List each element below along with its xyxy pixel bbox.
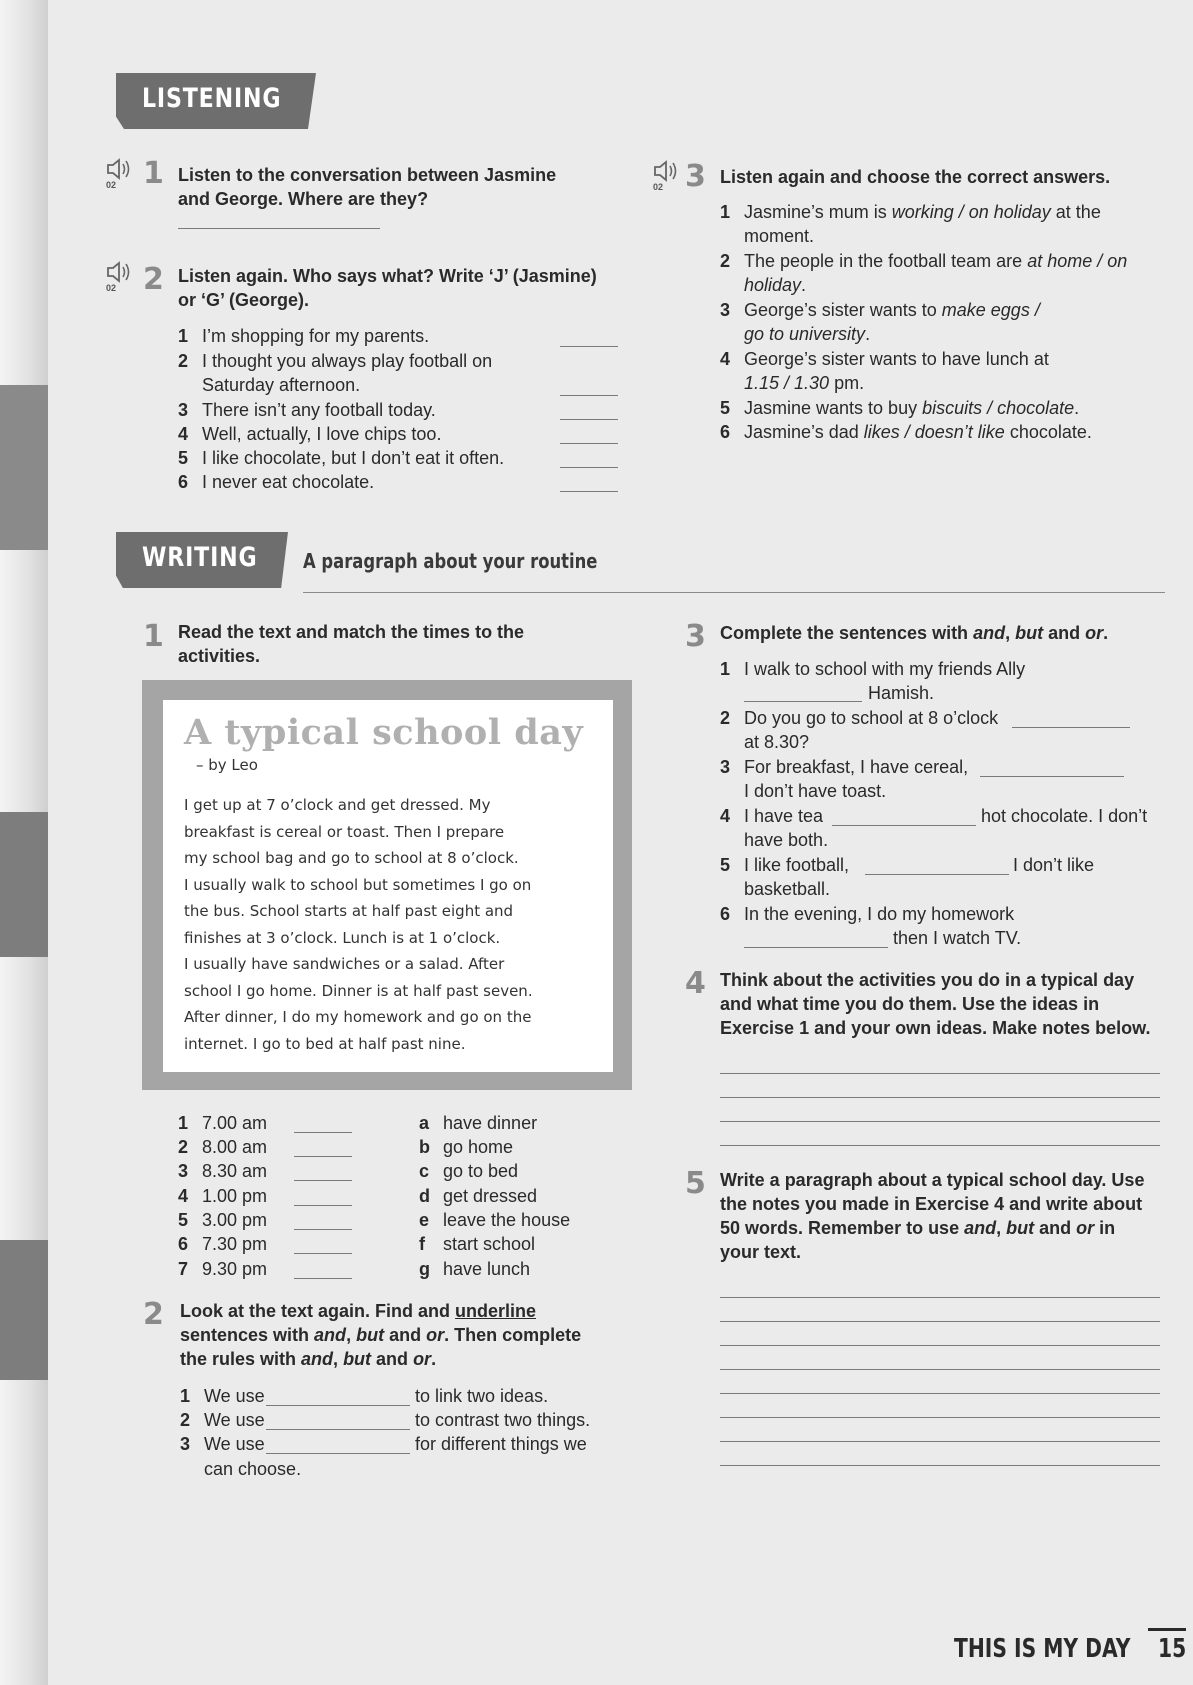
answer-line[interactable]: [865, 874, 1009, 875]
answer-line[interactable]: [294, 1278, 352, 1279]
answer-line[interactable]: [294, 1229, 352, 1230]
list-item: 2 I thought you always play football on Saturday afternoon.: [178, 351, 493, 395]
exercise-prompt: Look at the text again. Find and underline sentences with and, but and or. Then complete the rules with and, but and or.: [180, 1301, 582, 1369]
writing-banner-label: WRITING: [142, 542, 258, 573]
time-item: 7 9.30 pm: [178, 1259, 268, 1279]
activity-item: b go home: [419, 1137, 514, 1157]
list-item: 3 George’s sister wants to make eggs / go to university.: [720, 300, 1040, 344]
workbook-page: [48, 0, 1193, 1685]
spine-tab: [0, 812, 50, 957]
activity-item: e leave the house: [419, 1210, 571, 1230]
time-item: 6 7.30 pm: [178, 1234, 268, 1254]
sentence-text: I don’t like: [1013, 855, 1095, 875]
writing-line[interactable]: [720, 1345, 1160, 1346]
exercise-prompt: Read the text and match the times to the activities.: [178, 622, 525, 666]
rule-item: 3 We use: [180, 1434, 265, 1454]
exercise-number: 4: [685, 966, 706, 1001]
exercise-number: 1: [143, 619, 164, 654]
exercise-number: 2: [143, 1297, 164, 1332]
rule-text: for different things we: [415, 1434, 587, 1454]
audio-track-number: 02: [106, 283, 117, 293]
activity-item: d get dressed: [419, 1186, 538, 1206]
time-item: 1 7.00 am: [178, 1113, 268, 1133]
activity-item: c go to bed: [419, 1161, 519, 1181]
rule-text: can choose.: [204, 1459, 302, 1479]
writing-line[interactable]: [720, 1297, 1160, 1298]
exercise-number: 5: [685, 1166, 706, 1201]
time-item: 2 8.00 am: [178, 1137, 268, 1157]
answer-line[interactable]: [980, 776, 1124, 777]
reading-byline: – by Leo: [196, 756, 258, 774]
answer-line[interactable]: [744, 947, 888, 948]
answer-line[interactable]: [560, 395, 618, 396]
list-item: 2 The people in the football team are at home / on holiday.: [720, 251, 1128, 295]
exercise-prompt: Listen to the conversation between Jasmine and George. Where are they?: [178, 165, 557, 209]
sentence-text: Hamish.: [868, 683, 935, 703]
sentence-text: have both.: [744, 830, 829, 850]
time-item: 5 3.00 pm: [178, 1210, 268, 1230]
exercise-number: 3: [685, 159, 706, 194]
answer-line[interactable]: [294, 1156, 352, 1157]
writing-line[interactable]: [720, 1441, 1160, 1442]
answer-line[interactable]: [178, 228, 380, 229]
page-number: 15: [1158, 1634, 1187, 1664]
writing-line[interactable]: [720, 1417, 1160, 1418]
notes-line[interactable]: [720, 1073, 1160, 1074]
sentence-text: at 8.30?: [744, 732, 810, 752]
spine-tab: [0, 1240, 50, 1380]
notes-line[interactable]: [720, 1121, 1160, 1122]
answer-line[interactable]: [1012, 727, 1130, 728]
unit-title: THIS IS MY DAY: [954, 1634, 1131, 1664]
sentence-item: 4 I have tea: [720, 806, 824, 826]
section-subtitle: A paragraph about your routine: [303, 549, 598, 573]
activity-item: f start school: [419, 1234, 536, 1254]
exercise-prompt: Complete the sentences with and, but and or.: [720, 623, 1109, 643]
sentence-item: 5 I like football,: [720, 855, 850, 875]
sentence-text: I don’t have toast.: [744, 781, 887, 801]
answer-line[interactable]: [266, 1453, 410, 1454]
exercise-prompt: Listen again. Who says what? Write ‘J’ (Jasmine) or ‘G’ (George).: [178, 266, 597, 310]
footer-rule: [1148, 1628, 1186, 1631]
list-item: 4 George’s sister wants to have lunch at 1.15 / 1.30 pm.: [720, 349, 1049, 393]
list-item: 1 I’m shopping for my parents.: [178, 326, 430, 346]
exercise-number: 3: [685, 619, 706, 654]
sentence-text: then I watch TV.: [893, 928, 1022, 948]
answer-line[interactable]: [560, 419, 618, 420]
exercise-prompt: Listen again and choose the correct answers.: [720, 167, 1111, 187]
answer-line[interactable]: [832, 825, 976, 826]
writing-banner: [116, 532, 288, 588]
list-item: 3 There isn’t any football today.: [178, 400, 436, 420]
list-item: 4 Well, actually, I love chips too.: [178, 424, 442, 444]
rule-item: 1 We use: [180, 1386, 265, 1406]
exercise-prompt: Think about the activities you do in a typical day and what time you do them. Use the ideas in Exercise 1 and your own ideas. Make notes below.: [720, 970, 1151, 1038]
spine-tab: [0, 385, 50, 550]
rule-text: to link two ideas.: [415, 1386, 549, 1406]
answer-line[interactable]: [560, 467, 618, 468]
answer-line[interactable]: [294, 1205, 352, 1206]
speaker-icon[interactable]: [106, 158, 136, 194]
answer-line[interactable]: [266, 1429, 410, 1430]
notes-line[interactable]: [720, 1097, 1160, 1098]
sentence-item: 3 For breakfast, I have cereal,: [720, 757, 969, 777]
writing-line[interactable]: [720, 1321, 1160, 1322]
section-rule: [303, 592, 1165, 593]
exercise-number: 2: [143, 262, 164, 297]
exercise-number: 1: [143, 156, 164, 191]
time-item: 3 8.30 am: [178, 1161, 268, 1181]
list-item: 6 I never eat chocolate.: [178, 472, 375, 492]
answer-line[interactable]: [744, 701, 862, 702]
list-item: 1 Jasmine’s mum is working / on holiday at the moment.: [720, 202, 1101, 246]
speaker-icon[interactable]: [106, 261, 136, 297]
activity-item: g have lunch: [419, 1259, 531, 1279]
reading-title: A typical school day: [184, 712, 584, 753]
audio-track-number: 02: [653, 182, 664, 192]
writing-line[interactable]: [720, 1465, 1160, 1466]
answer-line[interactable]: [294, 1253, 352, 1254]
list-item: 6 Jasmine’s dad likes / doesn’t like chocolate.: [720, 422, 1092, 442]
answer-line[interactable]: [294, 1132, 352, 1133]
sentence-item: 6 In the evening, I do my homework: [720, 904, 1015, 924]
notes-line[interactable]: [720, 1145, 1160, 1146]
audio-track-number: 02: [106, 180, 117, 190]
list-item: 5 I like chocolate, but I don’t eat it often.: [178, 448, 505, 468]
answer-line[interactable]: [560, 346, 618, 347]
exercise-prompt: Write a paragraph about a typical school day. Use the notes you made in Exercise 4 and write about 50 words. Remember to use and, but and or in your text.: [720, 1170, 1145, 1262]
sentence-item: 1 I walk to school with my friends Ally: [720, 659, 1026, 679]
reading-text: I get up at 7 o’clock and get dressed. My breakfast is cereal or toast. Then I prepare my school bag and go to school at 8 o’clock. I usually walk to school but sometimes I go on the bus. School starts at half past eight and finishes at 3 o’clock. Lunch is at 1 o’clock. I usually have sandwiches or a salad. After school I go home. Dinner is at half past seven. After dinner, I do my homework and go on the internet. I go to bed at half past nine.: [184, 796, 533, 1053]
speaker-icon[interactable]: [653, 160, 683, 196]
listening-banner: [116, 73, 316, 129]
sentence-item: 2 Do you go to school at 8 o’clock: [720, 708, 999, 728]
answer-line[interactable]: [560, 491, 618, 492]
time-item: 4 1.00 pm: [178, 1186, 268, 1206]
sentence-text: basketball.: [744, 879, 831, 899]
answer-line[interactable]: [560, 443, 618, 444]
writing-line[interactable]: [720, 1369, 1160, 1370]
writing-line[interactable]: [720, 1393, 1160, 1394]
list-item: 5 Jasmine wants to buy biscuits / chocolate.: [720, 398, 1080, 418]
sentence-text: hot chocolate. I don’t: [981, 806, 1148, 826]
activity-item: a have dinner: [419, 1113, 538, 1133]
rule-text: to contrast two things.: [415, 1410, 591, 1430]
rule-item: 2 We use: [180, 1410, 265, 1430]
answer-line[interactable]: [294, 1180, 352, 1181]
listening-banner-label: LISTENING: [142, 83, 282, 114]
answer-line[interactable]: [266, 1405, 410, 1406]
